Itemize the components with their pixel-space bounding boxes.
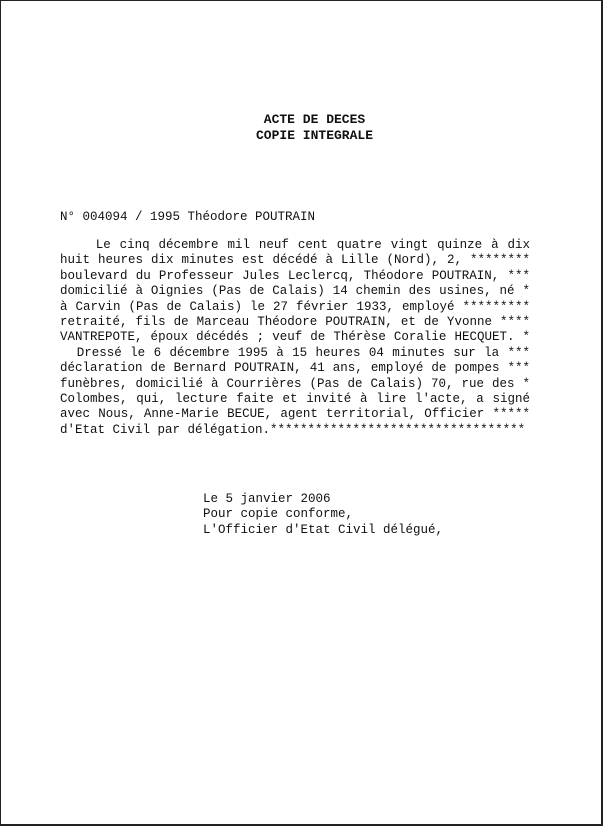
document-subtitle: COPIE INTEGRALE [255,128,374,143]
signature-officer: L'Officier d'Etat Civil délégué, [203,522,444,537]
signature-mention: Pour copie conforme, [203,507,354,522]
document-title: ACTE DE DECES [263,112,366,127]
body-line: funèbres, domicilié à Courrières (Pas de Calais) 70, rue des * [60,376,530,391]
body-line: domicilié à Oignies (Pas de Calais) 14 chemin des usines, né * [60,284,530,299]
body-line: retraité, fils de Marceau Théodore POUTRAIN, et de Yvonne **** [60,314,530,329]
body-line: Dressé le 6 décembre 1995 à 15 heures 04 minutes sur la *** [60,345,530,360]
act-body [60,238,530,438]
body-line: déclaration de Bernard POUTRAIN, 41 ans, employé de pompes *** [60,361,530,376]
body-line: d'Etat Civil par délégation.********************************** [60,422,526,437]
body-line: Colombes, qui, lecture faite et invité à lire l'acte, a signé [60,391,530,406]
body-line: Le cinq décembre mil neuf cent quatre vingt quinze à dix [60,238,530,252]
body-line: VANTREPOTE, époux décédés ; veuf de Thérèse Coralie HECQUET. * [60,330,530,345]
signature-block [203,492,443,538]
body-line: avec Nous, Anne-Marie BECUE, agent territorial, Officier ***** [60,407,530,422]
body-line: à Carvin (Pas de Calais) le 27 février 1933, employé ********* [60,299,530,314]
body-line: boulevard du Professeur Jules Leclercq, Théodore POUTRAIN, *** [60,268,530,283]
body-line: huit heures dix minutes est décédé à Lille (Nord), 2, ******** [60,253,530,268]
act-reference: N° 004094 / 1995 Théodore POUTRAIN [60,210,316,224]
signature-date: Le 5 janvier 2006 [203,492,331,506]
